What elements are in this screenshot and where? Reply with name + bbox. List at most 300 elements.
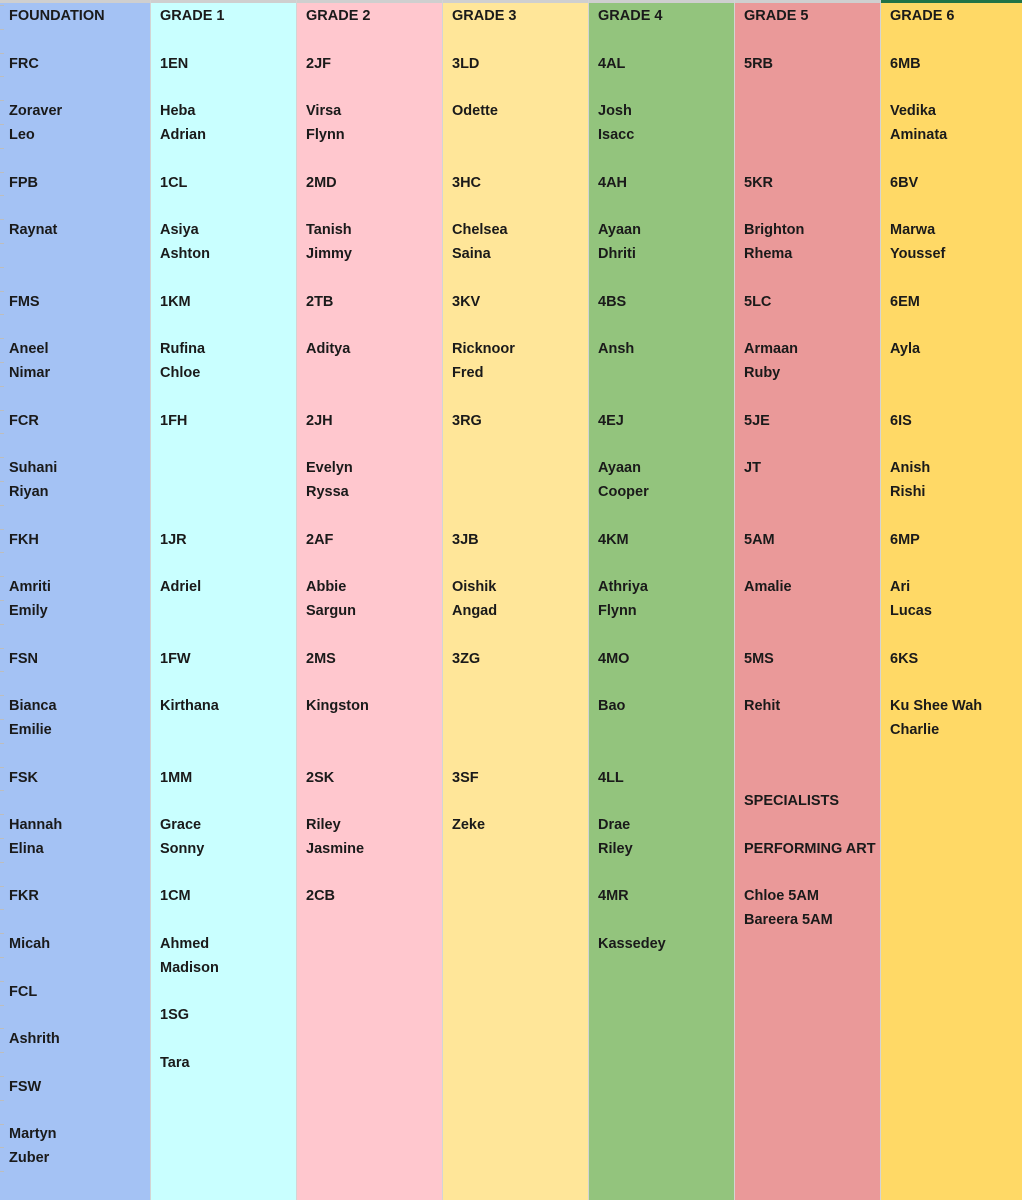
sheet-cell[interactable] — [735, 743, 880, 767]
row-gridline-mark — [0, 767, 4, 768]
sheet-cell[interactable] — [735, 600, 880, 624]
sheet-cell[interactable] — [735, 505, 880, 529]
sheet-cell[interactable]: JT — [744, 460, 761, 477]
sheet-cell[interactable]: Elina — [9, 840, 44, 857]
sheet-cell[interactable]: Aminata — [890, 126, 948, 143]
sheet-cell[interactable]: Emilie — [9, 721, 52, 738]
sheet-cell[interactable]: 2MD — [306, 174, 337, 191]
column-top-border — [0, 0, 150, 3]
grade-column-1 — [151, 0, 297, 1200]
sheet-cell[interactable]: Nimar — [9, 364, 51, 381]
sheet-cell[interactable] — [589, 671, 734, 695]
sheet-cell[interactable]: FKR — [9, 888, 39, 905]
sheet-cell[interactable]: Kingston — [306, 698, 369, 715]
sheet-cell[interactable] — [297, 314, 442, 338]
sheet-cell[interactable] — [0, 148, 150, 172]
sheet-cell[interactable] — [589, 743, 734, 767]
sheet-cell[interactable]: Oishik — [452, 579, 497, 596]
sheet-cell[interactable]: Adrian — [160, 126, 206, 143]
sheet-cell[interactable]: Riley — [598, 840, 633, 857]
row-gridline-mark — [0, 933, 4, 934]
grade-column-2 — [297, 0, 443, 1200]
sheet-cell[interactable]: 4LL — [598, 769, 624, 786]
sheet-cell[interactable] — [0, 671, 150, 695]
sheet-cell[interactable]: 5MS — [744, 650, 774, 667]
sheet-cell[interactable]: 1MM — [160, 769, 193, 786]
sheet-cell[interactable] — [297, 862, 442, 886]
sheet-cell[interactable] — [151, 624, 296, 648]
sheet-cell[interactable] — [443, 457, 588, 481]
sheet-cell[interactable]: Madison — [160, 959, 219, 976]
sheet-cell[interactable]: FMS — [9, 293, 40, 310]
sheet-cell[interactable]: SPECIALISTS — [744, 793, 840, 810]
sheet-cell[interactable] — [443, 695, 588, 719]
sheet-cell[interactable] — [151, 862, 296, 886]
sheet-cell[interactable] — [881, 148, 1022, 172]
sheet-cell[interactable] — [735, 314, 880, 338]
sheet-cell[interactable] — [0, 314, 150, 338]
sheet-cell[interactable]: 5LC — [744, 293, 772, 310]
sheet-cell[interactable]: 6EM — [890, 293, 920, 310]
sheet-cell[interactable]: Martyn — [9, 1126, 57, 1143]
sheet-cell[interactable]: 1KM — [160, 293, 191, 310]
sheet-cell[interactable]: 1SG — [160, 1007, 190, 1024]
sheet-cell[interactable]: Marwa — [890, 222, 936, 239]
sheet-cell[interactable] — [297, 624, 442, 648]
sheet-cell[interactable]: FSN — [9, 650, 38, 667]
sheet-cell[interactable] — [151, 600, 296, 624]
sheet-cell[interactable] — [589, 29, 734, 53]
sheet-cell[interactable] — [735, 386, 880, 410]
sheet-cell[interactable] — [881, 386, 1022, 410]
sheet-cell[interactable] — [151, 457, 296, 481]
sheet-cell[interactable]: 2JH — [306, 412, 333, 429]
sheet-cell[interactable]: 1FH — [160, 412, 188, 429]
sheet-cell[interactable] — [443, 267, 588, 291]
sheet-cell[interactable]: Drae — [598, 817, 631, 834]
sheet-cell[interactable]: Zoraver — [9, 103, 63, 120]
sheet-cell[interactable]: 2TB — [306, 293, 334, 310]
sheet-cell[interactable] — [735, 433, 880, 457]
sheet-cell[interactable]: Dhriti — [598, 245, 636, 262]
row-gridline-mark — [0, 100, 4, 101]
row-gridline-mark — [0, 862, 4, 863]
sheet-cell[interactable] — [151, 719, 296, 743]
sheet-cell[interactable]: Suhani — [9, 460, 58, 477]
column-cells — [589, 5, 734, 957]
sheet-cell[interactable]: 2CB — [306, 888, 336, 905]
sheet-cell[interactable]: 2SK — [306, 769, 335, 786]
sheet-cell[interactable] — [735, 195, 880, 219]
sheet-cell[interactable] — [297, 505, 442, 529]
sheet-cell[interactable] — [151, 505, 296, 529]
sheet-cell[interactable]: Ansh — [598, 341, 635, 358]
sheet-cell[interactable] — [881, 433, 1022, 457]
sheet-cell[interactable] — [297, 719, 442, 743]
sheet-cell[interactable]: 4MO — [598, 650, 630, 667]
sheet-cell[interactable] — [0, 790, 150, 814]
sheet-cell[interactable]: Sonny — [160, 840, 205, 857]
sheet-cell[interactable]: Ku Shee Wah — [890, 698, 983, 715]
sheet-cell[interactable]: FKH — [9, 531, 39, 548]
sheet-cell[interactable]: 5RB — [744, 55, 774, 72]
sheet-cell[interactable]: 6MB — [890, 55, 921, 72]
sheet-cell[interactable] — [589, 719, 734, 743]
sheet-cell[interactable] — [735, 552, 880, 576]
row-gridline-mark — [0, 219, 4, 220]
sheet-cell[interactable] — [881, 29, 1022, 53]
sheet-cell[interactable] — [589, 267, 734, 291]
sheet-cell[interactable]: Heba — [160, 103, 196, 120]
sheet-cell[interactable] — [0, 862, 150, 886]
sheet-cell[interactable]: Grace — [160, 817, 202, 834]
sheet-cell[interactable] — [881, 362, 1022, 386]
column-header-cell[interactable]: GRADE 4 — [598, 8, 663, 24]
sheet-cell[interactable] — [589, 862, 734, 886]
sheet-cell[interactable]: Jimmy — [306, 245, 352, 262]
sheet-cell[interactable] — [151, 790, 296, 814]
sheet-cell[interactable]: Fred — [452, 364, 484, 381]
sheet-cell[interactable]: Zuber — [9, 1150, 50, 1167]
sheet-cell[interactable] — [443, 314, 588, 338]
sheet-cell[interactable]: Adriel — [160, 579, 202, 596]
sheet-cell[interactable]: Kassedey — [598, 936, 666, 953]
sheet-cell[interactable] — [443, 433, 588, 457]
sheet-cell[interactable]: Saina — [452, 245, 491, 262]
column-header-cell[interactable]: GRADE 5 — [744, 8, 809, 24]
sheet-cell[interactable] — [881, 76, 1022, 100]
sheet-cell[interactable]: 4AH — [598, 174, 628, 191]
sheet-cell[interactable]: 3ZG — [452, 650, 481, 667]
sheet-cell[interactable]: Micah — [9, 936, 51, 953]
sheet-cell[interactable] — [589, 790, 734, 814]
sheet-cell[interactable] — [297, 552, 442, 576]
sheet-cell[interactable]: Chloe — [160, 364, 201, 381]
sheet-cell[interactable] — [297, 76, 442, 100]
sheet-cell[interactable]: Youssef — [890, 245, 946, 262]
sheet-cell[interactable]: Rhema — [744, 245, 793, 262]
sheet-cell[interactable] — [443, 76, 588, 100]
sheet-cell[interactable] — [443, 719, 588, 743]
sheet-cell[interactable] — [0, 195, 150, 219]
sheet-cell[interactable] — [589, 433, 734, 457]
sheet-cell[interactable]: Ashrith — [9, 1031, 60, 1048]
sheet-cell[interactable] — [589, 505, 734, 529]
sheet-cell[interactable]: FCR — [9, 412, 39, 429]
row-gridline-mark — [0, 838, 4, 839]
sheet-cell[interactable] — [0, 29, 150, 53]
sheet-cell[interactable] — [443, 743, 588, 767]
sheet-cell[interactable] — [589, 909, 734, 933]
sheet-cell[interactable]: FPB — [9, 174, 38, 191]
sheet-cell[interactable] — [589, 195, 734, 219]
sheet-cell[interactable] — [881, 671, 1022, 695]
sheet-cell[interactable] — [151, 314, 296, 338]
sheet-cell[interactable]: 4AL — [598, 55, 626, 72]
sheet-cell[interactable]: Abbie — [306, 579, 347, 596]
sheet-cell[interactable] — [0, 1052, 150, 1076]
sheet-cell[interactable] — [735, 719, 880, 743]
sheet-cell[interactable]: 4KM — [598, 531, 629, 548]
sheet-cell[interactable]: Aneel — [9, 341, 49, 358]
sheet-cell[interactable]: Cooper — [598, 483, 649, 500]
sheet-cell[interactable]: Flynn — [306, 126, 345, 143]
sheet-cell[interactable] — [297, 790, 442, 814]
sheet-cell[interactable] — [589, 76, 734, 100]
sheet-cell[interactable]: Ari — [890, 579, 911, 596]
sheet-cell[interactable]: Anish — [890, 460, 931, 477]
sheet-cell[interactable] — [443, 624, 588, 648]
sheet-cell[interactable]: Zeke — [452, 817, 486, 834]
sheet-cell[interactable] — [0, 1004, 150, 1028]
row-gridline-mark — [0, 1171, 4, 1172]
sheet-cell[interactable]: Bianca — [9, 698, 57, 715]
sheet-cell[interactable]: 2AF — [306, 531, 334, 548]
sheet-cell[interactable]: Chloe 5AM — [744, 888, 819, 905]
sheet-cell[interactable]: 6MP — [890, 531, 920, 548]
sheet-cell[interactable]: Flynn — [598, 602, 637, 619]
sheet-cell[interactable] — [735, 862, 880, 886]
sheet-cell[interactable] — [443, 124, 588, 148]
sheet-cell[interactable] — [151, 743, 296, 767]
sheet-cell[interactable]: 6IS — [890, 412, 912, 429]
sheet-cell[interactable] — [735, 481, 880, 505]
row-gridline-mark — [0, 648, 4, 649]
sheet-cell[interactable]: 4MR — [598, 888, 629, 905]
sheet-cell[interactable]: Riyan — [9, 483, 49, 500]
sheet-cell[interactable] — [151, 909, 296, 933]
column-header-cell[interactable]: GRADE 2 — [306, 8, 371, 24]
sheet-cell[interactable] — [443, 790, 588, 814]
column-header-cell[interactable]: GRADE 1 — [160, 8, 225, 24]
sheet-cell[interactable]: Evelyn — [306, 460, 353, 477]
sheet-cell[interactable] — [0, 909, 150, 933]
sheet-cell[interactable] — [297, 433, 442, 457]
sheet-cell[interactable] — [297, 29, 442, 53]
sheet-cell[interactable] — [443, 195, 588, 219]
sheet-cell[interactable]: Angad — [452, 602, 498, 619]
sheet-cell[interactable] — [443, 552, 588, 576]
sheet-cell[interactable]: Ahmed — [160, 936, 210, 953]
sheet-cell[interactable] — [0, 433, 150, 457]
sheet-cell[interactable]: Charlie — [890, 721, 940, 738]
sheet-cell[interactable] — [735, 76, 880, 100]
row-gridline-mark — [0, 1076, 4, 1077]
sheet-cell[interactable]: Athriya — [598, 579, 648, 596]
sheet-cell[interactable]: Rehit — [744, 698, 781, 715]
sheet-cell[interactable] — [589, 362, 734, 386]
sheet-cell[interactable] — [0, 957, 150, 981]
grade-column-4 — [589, 0, 735, 1200]
sheet-cell[interactable] — [151, 433, 296, 457]
sheet-cell[interactable] — [443, 386, 588, 410]
sheet-cell[interactable] — [151, 76, 296, 100]
sheet-cell[interactable] — [735, 100, 880, 124]
sheet-cell[interactable] — [0, 624, 150, 648]
sheet-cell[interactable]: Armaan — [744, 341, 798, 358]
sheet-cell[interactable]: Aditya — [306, 341, 351, 358]
sheet-cell[interactable] — [151, 195, 296, 219]
sheet-cell[interactable] — [151, 671, 296, 695]
sheet-cell[interactable] — [151, 267, 296, 291]
sheet-cell[interactable] — [735, 29, 880, 53]
sheet-cell[interactable] — [735, 814, 880, 838]
sheet-cell[interactable]: 1CL — [160, 174, 188, 191]
sheet-cell[interactable]: FSK — [9, 769, 38, 786]
sheet-cell[interactable] — [151, 981, 296, 1005]
sheet-cell[interactable] — [881, 195, 1022, 219]
sheet-cell[interactable]: Virsa — [306, 103, 342, 120]
sheet-cell[interactable] — [443, 29, 588, 53]
sheet-cell[interactable] — [735, 267, 880, 291]
column-header-cell[interactable]: FOUNDATION — [9, 8, 105, 24]
sheet-cell[interactable] — [151, 552, 296, 576]
column-cells — [151, 5, 296, 1076]
sheet-cell[interactable]: Isacc — [598, 126, 635, 143]
sheet-cell[interactable] — [0, 505, 150, 529]
column-cells — [735, 5, 880, 933]
sheet-cell[interactable] — [881, 624, 1022, 648]
sheet-cell[interactable]: Raynat — [9, 222, 58, 239]
sheet-cell[interactable]: FSW — [9, 1078, 42, 1095]
sheet-cell[interactable]: Ayaan — [598, 460, 641, 477]
sheet-cell[interactable] — [151, 481, 296, 505]
sheet-cell[interactable] — [589, 314, 734, 338]
sheet-cell[interactable] — [297, 267, 442, 291]
sheet-cell[interactable] — [0, 267, 150, 291]
row-gridline-mark — [0, 1028, 4, 1029]
sheet-cell[interactable]: Leo — [9, 126, 35, 143]
row-gridline-mark — [0, 719, 4, 720]
sheet-cell[interactable]: Ayla — [890, 341, 921, 358]
sheet-cell[interactable]: Sargun — [306, 602, 356, 619]
sheet-cell[interactable] — [881, 552, 1022, 576]
sheet-cell[interactable] — [735, 671, 880, 695]
sheet-cell[interactable] — [443, 505, 588, 529]
sheet-cell[interactable]: FCL — [9, 983, 38, 1000]
column-header-cell[interactable]: GRADE 6 — [890, 8, 955, 24]
sheet-cell[interactable] — [589, 386, 734, 410]
sheet-cell[interactable]: 2MS — [306, 650, 336, 667]
sheet-cell[interactable] — [735, 148, 880, 172]
sheet-cell[interactable]: 5KR — [744, 174, 774, 191]
sheet-cell[interactable] — [735, 624, 880, 648]
sheet-cell[interactable]: Hannah — [9, 817, 63, 834]
sheet-cell[interactable] — [735, 767, 880, 791]
sheet-cell[interactable] — [297, 148, 442, 172]
sheet-cell[interactable]: Josh — [598, 103, 632, 120]
sheet-cell[interactable]: Asiya — [160, 222, 199, 239]
sheet-cell[interactable] — [589, 552, 734, 576]
sheet-cell[interactable] — [0, 552, 150, 576]
sheet-cell[interactable]: PERFORMING ART — [744, 840, 876, 857]
sheet-cell[interactable]: 1JR — [160, 531, 187, 548]
sheet-cell[interactable]: 4BS — [598, 293, 627, 310]
sheet-cell[interactable] — [297, 386, 442, 410]
sheet-cell[interactable]: Ricknoor — [452, 341, 515, 358]
sheet-cell[interactable]: Vedika — [890, 103, 936, 120]
sheet-cell[interactable]: 5AM — [744, 531, 775, 548]
sheet-cell[interactable]: 1EN — [160, 55, 189, 72]
sheet-cell[interactable]: Chelsea — [452, 222, 508, 239]
sheet-cell[interactable]: 3KV — [452, 293, 481, 310]
sheet-cell[interactable]: Tanish — [306, 222, 352, 239]
sheet-cell[interactable]: 3JB — [452, 531, 479, 548]
sheet-cell[interactable] — [443, 671, 588, 695]
row-gridline-mark — [0, 529, 4, 530]
sheet-cell[interactable] — [151, 386, 296, 410]
sheet-cell[interactable] — [0, 386, 150, 410]
row-gridline-mark — [0, 624, 4, 625]
sheet-cell[interactable]: Rishi — [890, 483, 926, 500]
sheet-cell[interactable] — [0, 743, 150, 767]
sheet-cell[interactable] — [297, 195, 442, 219]
sheet-cell[interactable] — [297, 362, 442, 386]
sheet-cell[interactable]: Amriti — [9, 579, 51, 596]
sheet-cell[interactable] — [589, 148, 734, 172]
sheet-cell[interactable]: Brighton — [744, 222, 805, 239]
sheet-cell[interactable]: Ashton — [160, 245, 210, 262]
sheet-cell[interactable]: Rufina — [160, 341, 206, 358]
sheet-cell[interactable]: Kirthana — [160, 698, 219, 715]
sheet-cell[interactable] — [297, 671, 442, 695]
sheet-cell[interactable] — [881, 314, 1022, 338]
sheet-cell[interactable]: 3SF — [452, 769, 479, 786]
sheet-cell[interactable] — [589, 624, 734, 648]
sheet-cell[interactable]: Riley — [306, 817, 341, 834]
sheet-cell[interactable]: 1FW — [160, 650, 191, 667]
sheet-cell[interactable]: 2JF — [306, 55, 331, 72]
sheet-cell[interactable]: 3RG — [452, 412, 482, 429]
row-gridline-mark — [0, 886, 4, 887]
sheet-cell[interactable] — [735, 124, 880, 148]
sheet-cell[interactable]: 6BV — [890, 174, 919, 191]
sheet-cell[interactable] — [151, 148, 296, 172]
sheet-cell[interactable]: 6KS — [890, 650, 919, 667]
sheet-cell[interactable]: 5JE — [744, 412, 770, 429]
sheet-cell[interactable]: Amalie — [744, 579, 792, 596]
column-header-cell[interactable]: GRADE 3 — [452, 8, 517, 24]
sheet-cell[interactable]: Ruby — [744, 364, 781, 381]
row-gridline-mark — [0, 29, 4, 30]
sheet-cell[interactable]: FRC — [9, 55, 39, 72]
sheet-cell[interactable] — [881, 505, 1022, 529]
sheet-cell[interactable]: Tara — [160, 1055, 190, 1072]
sheet-cell[interactable] — [0, 76, 150, 100]
sheet-cell[interactable]: Lucas — [890, 602, 932, 619]
sheet-cell[interactable]: 3LD — [452, 55, 480, 72]
sheet-cell[interactable]: 3HC — [452, 174, 482, 191]
sheet-cell[interactable] — [881, 267, 1022, 291]
sheet-cell[interactable] — [0, 1100, 150, 1124]
sheet-cell[interactable]: Ryssa — [306, 483, 349, 500]
sheet-cell[interactable] — [0, 243, 150, 267]
sheet-cell[interactable]: Ayaan — [598, 222, 641, 239]
sheet-cell[interactable]: Emily — [9, 602, 48, 619]
sheet-cell[interactable]: Bareera 5AM — [744, 912, 833, 929]
sheet-cell[interactable]: Jasmine — [306, 840, 365, 857]
sheet-cell[interactable]: Odette — [452, 103, 498, 120]
sheet-cell[interactable]: 1CM — [160, 888, 191, 905]
sheet-cell[interactable] — [443, 481, 588, 505]
row-gridline-mark — [0, 1052, 4, 1053]
sheet-cell[interactable] — [151, 29, 296, 53]
sheet-cell[interactable]: Bao — [598, 698, 626, 715]
sheet-cell[interactable] — [151, 1028, 296, 1052]
sheet-cell[interactable] — [297, 743, 442, 767]
sheet-cell[interactable] — [443, 148, 588, 172]
sheet-cell[interactable]: 4EJ — [598, 412, 624, 429]
